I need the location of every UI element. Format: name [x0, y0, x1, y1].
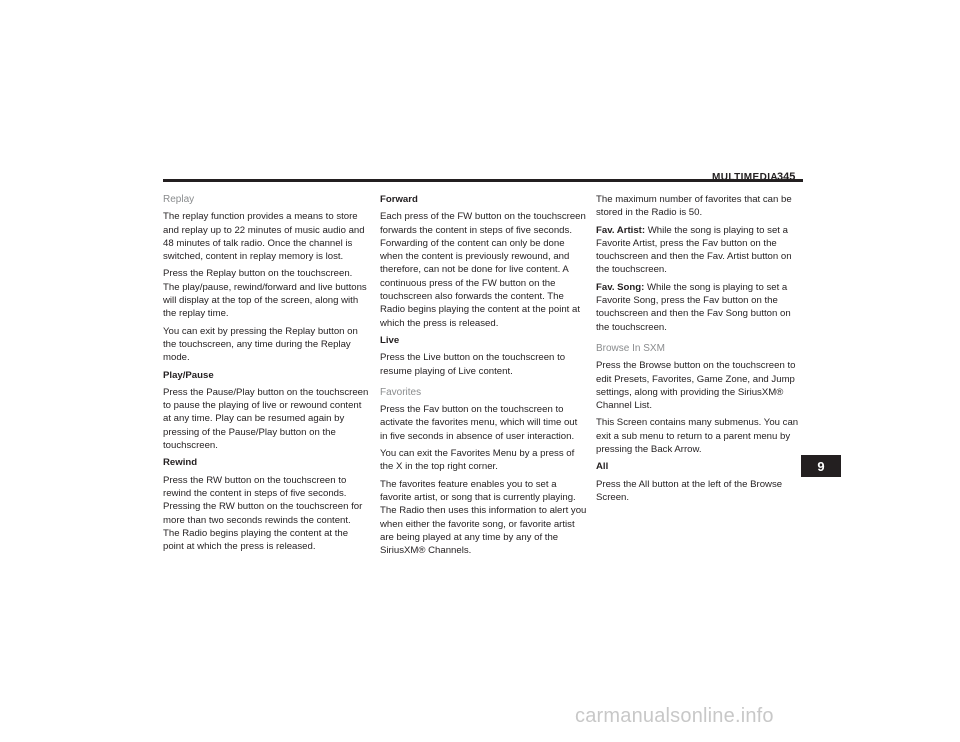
- section-title: MULTIMEDIA: [712, 172, 779, 183]
- favorites-paragraph-3: The favorites feature enables you to set a favorite artist, or song that is currently playing. The Radio then uses this information to alert you when either the favorite song, or favorite artist are being played at any time by any of the SiriusXM® Channels.: [380, 478, 587, 557]
- playpause-paragraph: Press the Pause/Play button on the touchscreen to pause the playing of live or rewound content at any time. Play can be resumed again by pressing of the Pause/Play button on the touchscreen.: [163, 386, 369, 452]
- all-paragraph: Press the All button at the left of the Browse Screen.: [596, 478, 783, 503]
- forward-paragraph: Each press of the FW button on the touchscreen forwards the content in steps of five seconds. Forwarding of the content can only be done when the content is previously rewound, and therefore, can not be done for live content. A continuous press of the FW button on the touchscreen also forwards the content. The Radio begins playing the content at the point at which the press is released.: [380, 211, 586, 329]
- browse-heading: Browse In SXM: [596, 342, 665, 354]
- column-middle: [380, 193, 587, 561]
- fav-artist-label: Fav. Artist:: [596, 224, 646, 236]
- favorites-paragraph-1: Press the Fav button on the touchscreen to activate the favorites menu, which will time out in five seconds in absence of user interaction.: [380, 404, 578, 442]
- replay-heading: Replay: [163, 194, 195, 205]
- column-right: [596, 193, 804, 508]
- chapter-tab: 9: [801, 455, 841, 477]
- playpause-heading: Play/Pause: [163, 369, 214, 381]
- fav-song-text: While the song is playing to set a Favorite Song, press the Fav button on the touchscreen and then the Fav Song button on the touchscreen.: [596, 281, 791, 333]
- browse-paragraph-1: Press the Browse button on the touchscreen to edit Presets, Favorites, Game Zone, and Jump settings, along with providing the SiriusXM® Channel List.: [596, 360, 796, 412]
- all-heading: All: [596, 461, 609, 473]
- fav-artist-paragraph: [596, 224, 804, 277]
- fav-song-paragraph: [596, 281, 804, 334]
- fav-artist-text: While the song is playing to set a Favorite Artist, press the Fav button on the touchscreen and then the Fav. Artist button on the touchscreen.: [596, 224, 792, 276]
- rewind-heading: Rewind: [163, 457, 198, 469]
- watermark-text: carmanualsonline.info: [575, 705, 774, 727]
- live-paragraph: Press the Live button on the touchscreen to resume playing of Live content.: [380, 352, 566, 377]
- replay-paragraph-1: The replay function provides a means to store and replay up to 22 minutes of music audio and 48 minutes of talk radio. Once the channel is switched, content in replay memory is lost.: [163, 211, 365, 263]
- favorites-heading: Favorites: [380, 386, 422, 398]
- replay-paragraph-2: Press the Replay button on the touchscreen. The play/pause, rewind/forward and live buttons will display at the top of the screen, along with the replay time.: [163, 268, 367, 320]
- max-favorites-paragraph: The maximum number of favorites that can be stored in the Radio is 50.: [596, 194, 792, 219]
- forward-heading: Forward: [380, 194, 418, 205]
- replay-paragraph-3: You can exit by pressing the Replay button on the touchscreen, any time during the Replay mode.: [163, 325, 358, 364]
- rewind-paragraph: Press the RW button on the touchscreen to rewind the content in steps of five seconds. Pressing the RW button on the touchscreen for more than two seconds rewinds the content. The Radio begins playing the content at the point at which the press is released.: [163, 474, 363, 553]
- browse-paragraph-2: This Screen contains many submenus. You can exit a sub menu to return to a parent menu by pressing the Back Arrow.: [596, 417, 799, 456]
- live-heading: Live: [380, 334, 400, 346]
- fav-song-label: Fav. Song:: [596, 281, 645, 293]
- page-number: 345: [777, 171, 796, 183]
- favorites-paragraph-2: You can exit the Favorites Menu by a press of the X in the top right corner.: [380, 448, 575, 473]
- header-rule: [163, 179, 803, 182]
- column-left: [163, 193, 369, 557]
